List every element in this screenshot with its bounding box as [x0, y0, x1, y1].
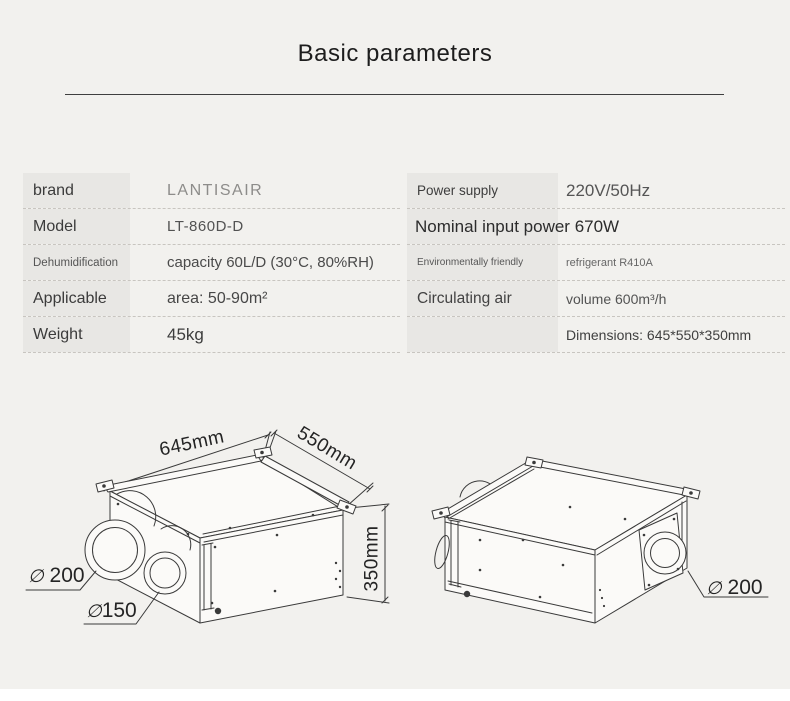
spec-row-dehumidification — [23, 245, 400, 281]
dim-height-label: 350mm — [361, 525, 383, 592]
spec-value: capacity 60L/D (30°C, 80%RH) — [167, 254, 374, 271]
diameter-value: 150 — [101, 599, 137, 622]
spec-value: 220V/50Hz — [566, 180, 651, 200]
spec-row-dimensions — [407, 317, 785, 353]
diameter-value: 200 — [49, 564, 85, 587]
spec-value: Nominal input power 670W — [415, 216, 620, 236]
spec-row-circulating-air — [407, 281, 785, 317]
spec-label: Model — [23, 209, 130, 244]
spec-row-brand — [23, 173, 400, 209]
diameter-200-label-left — [28, 565, 85, 586]
dim-depth-label: 550mm — [293, 422, 361, 475]
spec-label: Weight — [23, 317, 130, 352]
spec-table-left — [23, 173, 400, 353]
spec-value: refrigerant R410A — [566, 256, 653, 269]
spec-label: Dehumidification — [23, 245, 130, 280]
title-divider — [65, 94, 724, 95]
diameter-symbol: ∅ — [28, 566, 44, 586]
spec-row-weight — [23, 317, 400, 353]
spec-row-applicable-area — [23, 281, 400, 317]
right-unit-drawing — [420, 445, 775, 660]
diameter-150-label — [86, 600, 137, 621]
spec-value: area: 50-90m² — [167, 289, 268, 307]
bottom-white-strip — [0, 689, 790, 701]
spec-label: Environmentally friendly — [407, 245, 558, 280]
spec-value: LT-860D-D — [167, 218, 244, 235]
spec-value: Dimensions: 645*550*350mm — [566, 326, 752, 343]
spec-row-refrigerant — [407, 245, 785, 281]
dim-width-label: 645mm — [157, 426, 227, 461]
spec-label: Applicable — [23, 281, 130, 316]
page-title: Basic parameters — [297, 40, 493, 67]
spec-row-nominal-power — [407, 209, 785, 245]
spec-row-model — [23, 209, 400, 245]
diameter-value: 200 — [727, 576, 763, 599]
spec-label: Circulating air — [407, 281, 558, 316]
duct-150 — [144, 552, 186, 594]
diameter-symbol: ∅ — [706, 578, 722, 598]
spec-label — [407, 317, 558, 352]
spec-value: volume 600m³/h — [566, 290, 667, 307]
spec-row-power-supply — [407, 173, 785, 209]
duct-200 — [85, 520, 145, 580]
spec-value: 45kg — [167, 324, 204, 344]
spec-label: brand — [23, 173, 130, 208]
spec-table-right — [407, 173, 785, 353]
diameter-200-label-right — [706, 577, 763, 598]
spec-label: Power supply — [407, 173, 558, 208]
spec-value: LANTISAIR — [167, 181, 264, 199]
diameter-symbol: ∅ — [86, 601, 102, 621]
